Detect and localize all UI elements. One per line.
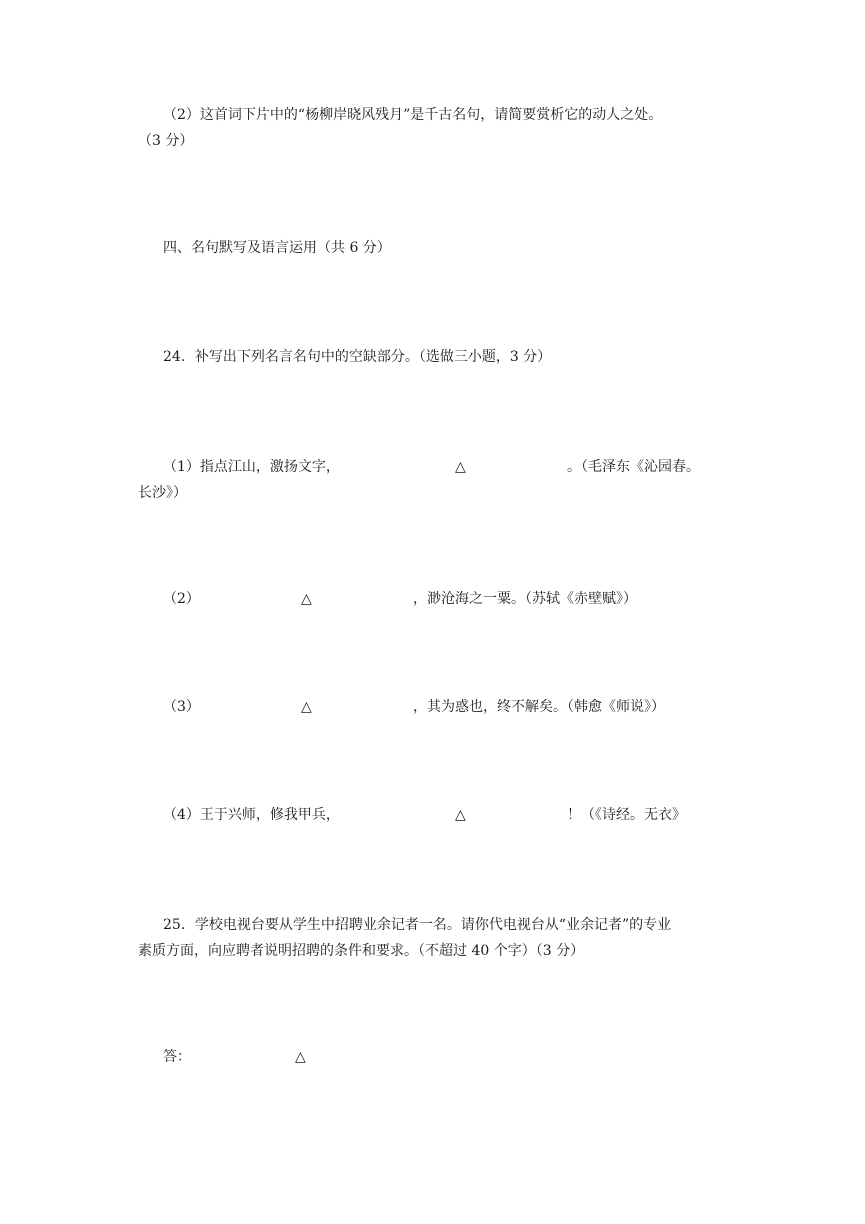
q24-item3-before: （3） — [163, 699, 200, 715]
q24-item4-after: ！（《诗经。无衣》 — [567, 807, 686, 823]
q24-item1-blank-marker: △ — [455, 459, 466, 475]
q25-answer-blank-marker: △ — [295, 1049, 306, 1065]
q24-item1-before: （1）指点江山，激扬文字， — [163, 459, 340, 475]
q24-stem: 24．补写出下列名言名句中的空缺部分。（选做三小题，3 分） — [163, 349, 552, 365]
q24-item4-before: （4）王于兴师，修我甲兵， — [163, 807, 340, 823]
q25-answer-label: 答： — [163, 1049, 191, 1065]
q23-2-line1: （2）这首词下片中的“杨柳岸晓风残月”是千古名句，请简要赏析它的动人之处。 — [163, 107, 663, 123]
q24-item2-before: （2） — [163, 591, 200, 607]
q24-item1-after: 。（毛泽东《沁园春。 — [567, 459, 700, 475]
q25-line2: 素质方面，向应聘者说明招聘的条件和要求。（不超过 40 个字）（3 分） — [138, 943, 585, 959]
q25-line1: 25．学校电视台要从学生中招聘业余记者一名。请你代电视台从“业余记者”的专业 — [163, 917, 672, 933]
q24-item4-blank-marker: △ — [455, 807, 466, 823]
q24-item3-blank-marker: △ — [301, 699, 312, 715]
q24-item3-after: ，其为惑也，终不解矣。（韩愈《师说》） — [413, 699, 665, 715]
q23-2-line2: （3 分） — [138, 133, 194, 149]
q24-item2-blank-marker: △ — [301, 591, 312, 607]
q24-item1-cont: 长沙》） — [138, 485, 187, 501]
section-4-heading: 四、名句默写及语言运用（共 6 分） — [163, 240, 391, 256]
q24-item2-after: ，渺沧海之一粟。（苏轼《赤壁赋》） — [413, 591, 637, 607]
